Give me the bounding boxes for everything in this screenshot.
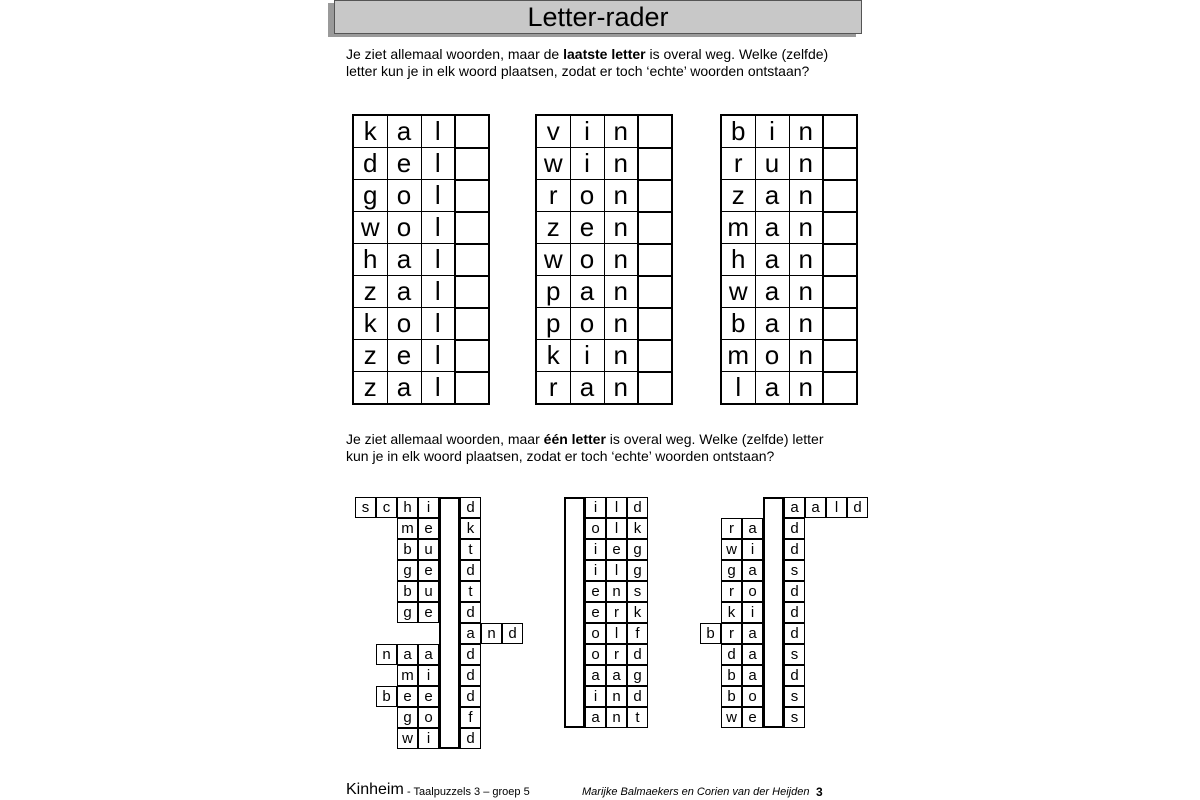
letter-cell: g bbox=[627, 560, 648, 581]
letter-cell: d bbox=[502, 623, 523, 644]
letter-cell: a bbox=[755, 308, 789, 340]
letter-cell: n bbox=[604, 212, 638, 244]
blank-answer-cell[interactable] bbox=[638, 244, 672, 276]
letter-cell: i bbox=[418, 665, 439, 686]
letter-cell: o bbox=[570, 244, 604, 276]
letter-cell: e bbox=[570, 212, 604, 244]
letter-cell: d bbox=[627, 686, 648, 707]
letter-cell: g bbox=[627, 665, 648, 686]
blank-answer-cell[interactable] bbox=[455, 308, 489, 340]
instruction-2-text: Je ziet allemaal woorden, maar bbox=[346, 431, 544, 447]
letter-cell: o bbox=[387, 180, 421, 212]
letter-cell: a bbox=[460, 623, 481, 644]
page-number: 3 bbox=[816, 785, 823, 799]
letter-cell: n bbox=[604, 148, 638, 180]
letter-cell: l bbox=[421, 244, 455, 276]
letter-cell: t bbox=[627, 707, 648, 728]
letter-cell: w bbox=[536, 244, 570, 276]
letter-cell: n bbox=[606, 581, 627, 602]
letter-cell: l bbox=[606, 623, 627, 644]
blank-answer-cell[interactable] bbox=[455, 180, 489, 212]
letter-cell: e bbox=[387, 148, 421, 180]
letter-cell: n bbox=[789, 180, 823, 212]
letter-cell: e bbox=[418, 602, 439, 623]
letter-cell: m bbox=[721, 340, 755, 372]
letter-cell: e bbox=[606, 539, 627, 560]
letter-cell: a bbox=[742, 623, 763, 644]
instruction-1 bbox=[346, 46, 846, 80]
letter-cell: o bbox=[742, 581, 763, 602]
letter-grid-2 bbox=[535, 114, 673, 405]
instruction-2 bbox=[346, 431, 846, 465]
blank-answer-cell[interactable] bbox=[823, 308, 857, 340]
letter-cell: h bbox=[397, 497, 418, 518]
letter-cell: u bbox=[418, 539, 439, 560]
title-banner bbox=[334, 0, 862, 34]
letter-cell: k bbox=[721, 602, 742, 623]
grid-row bbox=[353, 148, 489, 180]
letter-cell: e bbox=[397, 686, 418, 707]
letter-cell: z bbox=[353, 276, 387, 308]
letter-cell: e bbox=[418, 560, 439, 581]
footer-authors: Marijke Balmaekers en Corien van der Heijden bbox=[582, 786, 810, 798]
blank-answer-cell[interactable] bbox=[823, 148, 857, 180]
letter-cell: l bbox=[421, 372, 455, 405]
letter-cell: a bbox=[755, 244, 789, 276]
letter-cell: a bbox=[418, 644, 439, 665]
letter-cell: k bbox=[353, 115, 387, 148]
letter-cell: i bbox=[570, 115, 604, 148]
blank-answer-column[interactable] bbox=[763, 497, 784, 728]
instruction-1-text-end: is overal weg. Welke (zelfde) letter kun je in elk woord plaatsen, zodat er toch ‘echte’ woorden ontstaan? bbox=[346, 46, 829, 79]
grid-row bbox=[536, 276, 672, 308]
letter-cell: n bbox=[604, 308, 638, 340]
grid-row bbox=[536, 180, 672, 212]
letter-cell: h bbox=[353, 244, 387, 276]
letter-cell: a bbox=[755, 212, 789, 244]
letter-cell: r bbox=[721, 518, 742, 539]
blank-answer-column[interactable] bbox=[564, 497, 585, 728]
letter-cell: k bbox=[627, 602, 648, 623]
grid-row bbox=[536, 212, 672, 244]
blank-answer-cell[interactable] bbox=[823, 340, 857, 372]
letter-cell: n bbox=[604, 244, 638, 276]
blank-answer-cell[interactable] bbox=[638, 340, 672, 372]
letter-cell: d bbox=[460, 644, 481, 665]
letter-cell: n bbox=[604, 372, 638, 405]
grid-row bbox=[721, 244, 857, 276]
letter-cell: i bbox=[418, 497, 439, 518]
letter-cell: t bbox=[460, 539, 481, 560]
letter-cell: e bbox=[418, 686, 439, 707]
letter-cell: n bbox=[604, 115, 638, 148]
letter-cell: d bbox=[460, 728, 481, 749]
letter-cell: d bbox=[627, 497, 648, 518]
blank-answer-cell[interactable] bbox=[455, 340, 489, 372]
letter-cell: b bbox=[721, 686, 742, 707]
letter-cell: d bbox=[460, 686, 481, 707]
letter-cell: n bbox=[604, 340, 638, 372]
letter-cell: a bbox=[387, 244, 421, 276]
letter-cell: o bbox=[570, 180, 604, 212]
letter-cell: i bbox=[585, 560, 606, 581]
instruction-1-emphasis: laatste letter bbox=[563, 46, 646, 62]
grid-row bbox=[721, 180, 857, 212]
letter-cell: n bbox=[789, 244, 823, 276]
letter-cell: a bbox=[742, 560, 763, 581]
letter-cell: s bbox=[784, 686, 805, 707]
letter-cell: a bbox=[742, 644, 763, 665]
letter-cell: l bbox=[606, 497, 627, 518]
footer-series: - Taalpuzzels 3 – groep 5 bbox=[407, 786, 530, 798]
blank-answer-cell[interactable] bbox=[455, 212, 489, 244]
letter-cell: z bbox=[353, 372, 387, 405]
letter-cell: n bbox=[481, 623, 502, 644]
letter-cell: l bbox=[421, 115, 455, 148]
letter-cell: e bbox=[387, 340, 421, 372]
letter-cell: w bbox=[353, 212, 387, 244]
letter-cell: g bbox=[397, 560, 418, 581]
letter-cell: o bbox=[585, 644, 606, 665]
grid-row bbox=[721, 115, 857, 148]
blank-answer-cell[interactable] bbox=[638, 115, 672, 148]
letter-cell: s bbox=[627, 581, 648, 602]
letter-cell: t bbox=[460, 581, 481, 602]
letter-cell: a bbox=[755, 276, 789, 308]
letter-cell: d bbox=[847, 497, 868, 518]
letter-cell: g bbox=[721, 560, 742, 581]
letter-cell: n bbox=[789, 212, 823, 244]
letter-cell: a bbox=[570, 372, 604, 405]
letter-cell: g bbox=[627, 539, 648, 560]
blank-answer-cell[interactable] bbox=[823, 372, 857, 405]
blank-answer-cell[interactable] bbox=[455, 244, 489, 276]
letter-cell: l bbox=[421, 148, 455, 180]
blank-answer-cell[interactable] bbox=[823, 180, 857, 212]
letter-cell: f bbox=[460, 707, 481, 728]
letter-cell: a bbox=[570, 276, 604, 308]
letter-cell: d bbox=[353, 148, 387, 180]
letter-cell: w bbox=[397, 728, 418, 749]
letter-cell: b bbox=[700, 623, 721, 644]
letter-cell: i bbox=[418, 728, 439, 749]
letter-cell: d bbox=[460, 665, 481, 686]
letter-cell: d bbox=[784, 518, 805, 539]
blank-answer-cell[interactable] bbox=[638, 148, 672, 180]
letter-cell: i bbox=[585, 686, 606, 707]
letter-cell: p bbox=[536, 276, 570, 308]
letter-cell: a bbox=[397, 644, 418, 665]
letter-cell: i bbox=[742, 602, 763, 623]
letter-cell: l bbox=[421, 212, 455, 244]
grid-row bbox=[721, 276, 857, 308]
letter-cell: n bbox=[789, 276, 823, 308]
blank-answer-cell[interactable] bbox=[455, 372, 489, 405]
letter-cell: a bbox=[742, 665, 763, 686]
letter-cell: l bbox=[826, 497, 847, 518]
letter-cell: n bbox=[789, 340, 823, 372]
letter-cell: n bbox=[606, 707, 627, 728]
letter-cell: d bbox=[784, 539, 805, 560]
letter-cell: k bbox=[460, 518, 481, 539]
letter-cell: o bbox=[585, 518, 606, 539]
letter-cell: a bbox=[755, 372, 789, 405]
letter-cell: o bbox=[755, 340, 789, 372]
letter-cell: n bbox=[606, 686, 627, 707]
letter-cell: b bbox=[397, 581, 418, 602]
letter-cell: f bbox=[627, 623, 648, 644]
instruction-2-text-end: is overal weg. Welke (zelfde) letter kun je in elk woord plaatsen, zodat er toch ‘echte’ woorden ontstaan? bbox=[346, 431, 824, 464]
instruction-2-emphasis: één letter bbox=[543, 431, 606, 447]
letter-cell: r bbox=[721, 623, 742, 644]
blank-answer-column[interactable] bbox=[439, 497, 460, 749]
letter-cell: b bbox=[721, 308, 755, 340]
letter-cell: m bbox=[397, 665, 418, 686]
grid-row bbox=[721, 308, 857, 340]
grid-row bbox=[353, 212, 489, 244]
blank-answer-cell[interactable] bbox=[823, 115, 857, 148]
letter-cell: d bbox=[721, 644, 742, 665]
grid-row bbox=[353, 244, 489, 276]
grid-row bbox=[536, 244, 672, 276]
letter-cell: b bbox=[397, 539, 418, 560]
letter-cell: g bbox=[397, 707, 418, 728]
letter-cell: w bbox=[721, 539, 742, 560]
letter-cell: v bbox=[536, 115, 570, 148]
letter-cell: e bbox=[742, 707, 763, 728]
letter-cell: i bbox=[585, 497, 606, 518]
grid-row bbox=[353, 372, 489, 405]
grid-row bbox=[353, 180, 489, 212]
letter-cell: e bbox=[418, 518, 439, 539]
letter-cell: u bbox=[418, 581, 439, 602]
letter-cell: o bbox=[418, 707, 439, 728]
letter-cell: e bbox=[585, 602, 606, 623]
grid-row bbox=[721, 340, 857, 372]
page-title: Letter-rader bbox=[527, 1, 669, 32]
letter-cell: n bbox=[789, 115, 823, 148]
letter-cell: d bbox=[784, 623, 805, 644]
letter-cell: r bbox=[606, 644, 627, 665]
blank-answer-cell[interactable] bbox=[823, 212, 857, 244]
letter-cell: i bbox=[755, 115, 789, 148]
letter-cell: r bbox=[536, 180, 570, 212]
blank-answer-cell[interactable] bbox=[455, 276, 489, 308]
letter-cell: n bbox=[376, 644, 397, 665]
grid-row bbox=[353, 308, 489, 340]
letter-cell: e bbox=[585, 581, 606, 602]
grid-row bbox=[721, 372, 857, 405]
letter-cell: a bbox=[805, 497, 826, 518]
letter-cell: z bbox=[721, 180, 755, 212]
letter-cell: r bbox=[721, 581, 742, 602]
letter-cell: k bbox=[627, 518, 648, 539]
letter-cell: d bbox=[784, 665, 805, 686]
letter-cell: n bbox=[604, 180, 638, 212]
grid-row bbox=[536, 115, 672, 148]
letter-cell: n bbox=[604, 276, 638, 308]
letter-cell: o bbox=[387, 308, 421, 340]
letter-cell: a bbox=[387, 372, 421, 405]
letter-cell: g bbox=[397, 602, 418, 623]
grid-row bbox=[536, 372, 672, 405]
letter-cell: g bbox=[353, 180, 387, 212]
letter-cell: d bbox=[784, 602, 805, 623]
letter-cell: r bbox=[536, 372, 570, 405]
letter-cell: h bbox=[721, 244, 755, 276]
letter-cell: s bbox=[784, 644, 805, 665]
footer-brand: Kinheim bbox=[346, 781, 404, 798]
letter-cell: l bbox=[606, 518, 627, 539]
letter-cell: d bbox=[784, 581, 805, 602]
letter-cell: a bbox=[387, 115, 421, 148]
letter-cell: n bbox=[789, 308, 823, 340]
letter-cell: b bbox=[721, 665, 742, 686]
letter-cell: m bbox=[397, 518, 418, 539]
grid-row bbox=[353, 115, 489, 148]
letter-cell: r bbox=[721, 148, 755, 180]
letter-cell: o bbox=[570, 308, 604, 340]
letter-cell: i bbox=[585, 539, 606, 560]
letter-cell: d bbox=[460, 560, 481, 581]
blank-answer-cell[interactable] bbox=[823, 276, 857, 308]
letter-cell: l bbox=[721, 372, 755, 405]
letter-cell: d bbox=[460, 602, 481, 623]
letter-cell: l bbox=[421, 276, 455, 308]
letter-cell: i bbox=[570, 340, 604, 372]
letter-cell: b bbox=[376, 686, 397, 707]
letter-cell: i bbox=[570, 148, 604, 180]
letter-cell: s bbox=[355, 497, 376, 518]
letter-cell: a bbox=[784, 497, 805, 518]
blank-answer-cell[interactable] bbox=[638, 308, 672, 340]
letter-cell: o bbox=[742, 686, 763, 707]
grid-row bbox=[536, 340, 672, 372]
blank-answer-cell[interactable] bbox=[638, 372, 672, 405]
grid-row bbox=[536, 308, 672, 340]
letter-cell: i bbox=[742, 539, 763, 560]
letter-cell: l bbox=[421, 340, 455, 372]
letter-cell: s bbox=[784, 560, 805, 581]
blank-answer-cell[interactable] bbox=[455, 148, 489, 180]
letter-cell: z bbox=[536, 212, 570, 244]
blank-answer-cell[interactable] bbox=[455, 115, 489, 148]
letter-cell: l bbox=[421, 180, 455, 212]
grid-row bbox=[721, 148, 857, 180]
letter-cell: n bbox=[789, 372, 823, 405]
letter-cell: a bbox=[585, 665, 606, 686]
grid-row bbox=[536, 148, 672, 180]
letter-grid-1 bbox=[352, 114, 490, 405]
letter-cell: a bbox=[606, 665, 627, 686]
letter-grid-3 bbox=[720, 114, 858, 405]
letter-cell: o bbox=[387, 212, 421, 244]
letter-cell: z bbox=[353, 340, 387, 372]
letter-cell: u bbox=[755, 148, 789, 180]
letter-cell: k bbox=[536, 340, 570, 372]
blank-answer-cell[interactable] bbox=[638, 180, 672, 212]
letter-cell: w bbox=[721, 276, 755, 308]
letter-cell: b bbox=[721, 115, 755, 148]
letter-cell: w bbox=[721, 707, 742, 728]
letter-cell: d bbox=[627, 644, 648, 665]
blank-answer-cell[interactable] bbox=[638, 276, 672, 308]
letter-cell: k bbox=[353, 308, 387, 340]
letter-cell: l bbox=[421, 308, 455, 340]
letter-cell: r bbox=[606, 602, 627, 623]
instruction-1-text: Je ziet allemaal woorden, maar de bbox=[346, 46, 564, 62]
letter-cell: a bbox=[585, 707, 606, 728]
letter-cell: a bbox=[387, 276, 421, 308]
grid-row bbox=[353, 276, 489, 308]
letter-cell: a bbox=[755, 180, 789, 212]
letter-cell: a bbox=[742, 518, 763, 539]
blank-answer-cell[interactable] bbox=[638, 212, 672, 244]
letter-cell: l bbox=[606, 560, 627, 581]
letter-cell: p bbox=[536, 308, 570, 340]
letter-cell: s bbox=[784, 707, 805, 728]
letter-cell: w bbox=[536, 148, 570, 180]
letter-cell: n bbox=[789, 148, 823, 180]
letter-cell: d bbox=[460, 497, 481, 518]
letter-cell: o bbox=[585, 623, 606, 644]
grid-row bbox=[353, 340, 489, 372]
letter-cell: m bbox=[721, 212, 755, 244]
blank-answer-cell[interactable] bbox=[823, 244, 857, 276]
grid-row bbox=[721, 212, 857, 244]
letter-cell: c bbox=[376, 497, 397, 518]
